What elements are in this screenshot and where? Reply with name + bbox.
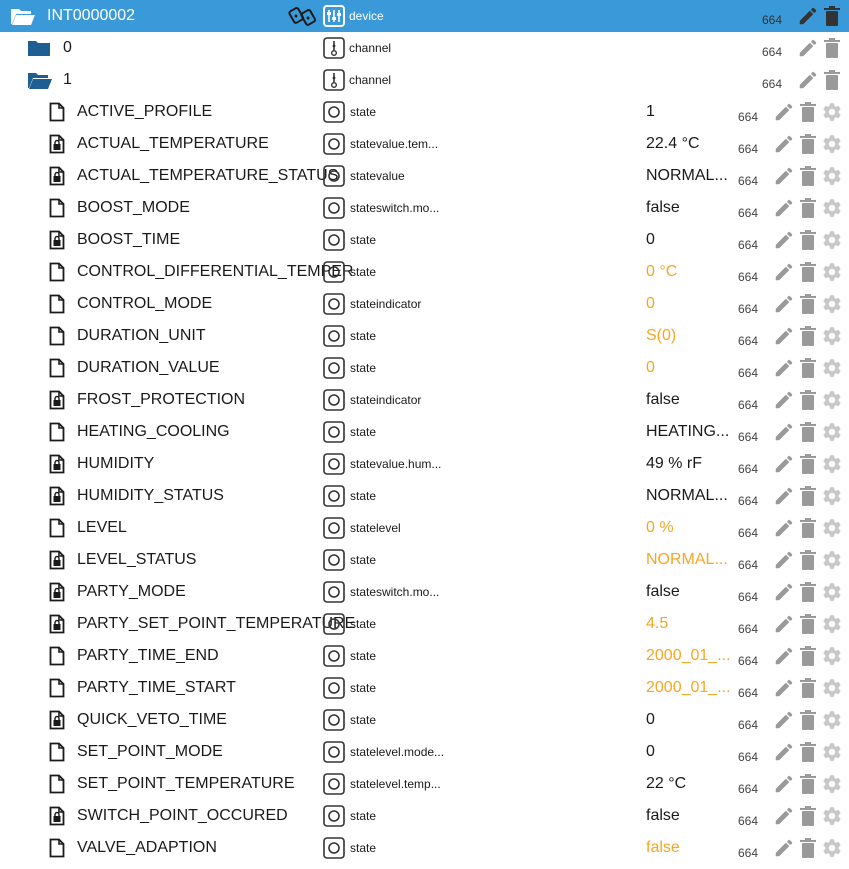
- delete-icon[interactable]: [799, 384, 817, 416]
- channel-name[interactable]: 1: [63, 71, 72, 88]
- file-lock-icon: [49, 576, 65, 608]
- state-acl: 664: [738, 590, 759, 604]
- channel-role-icon: [323, 32, 345, 64]
- state-row[interactable]: [0, 576, 849, 608]
- state-name[interactable]: SWITCH_POINT_OCCURED: [77, 807, 288, 824]
- settings-gear-icon[interactable]: [821, 768, 843, 800]
- delete-icon[interactable]: [799, 768, 817, 800]
- channel-acl: 664: [762, 77, 783, 91]
- state-name[interactable]: HEATING_COOLING: [77, 423, 230, 440]
- state-row[interactable]: [0, 384, 849, 416]
- state-row[interactable]: [0, 448, 849, 480]
- state-role: state: [350, 617, 377, 631]
- edit-icon[interactable]: [773, 128, 795, 160]
- state-row[interactable]: [0, 416, 849, 448]
- state-value[interactable]: false: [646, 391, 680, 408]
- state-acl: 664: [738, 334, 759, 348]
- state-row[interactable]: [0, 288, 849, 320]
- state-row[interactable]: [0, 768, 849, 800]
- state-role-icon: [323, 640, 345, 672]
- delete-icon[interactable]: [799, 416, 817, 448]
- state-row[interactable]: [0, 672, 849, 704]
- edit-icon[interactable]: [797, 64, 819, 96]
- device-role: device: [349, 9, 384, 23]
- state-role-icon: [323, 768, 345, 800]
- file-lock-icon: [49, 800, 65, 832]
- state-acl: 664: [738, 430, 759, 444]
- edit-icon[interactable]: [773, 736, 795, 768]
- edit-icon[interactable]: [797, 0, 819, 32]
- state-name[interactable]: DURATION_VALUE: [77, 359, 220, 376]
- settings-gear-icon[interactable]: [821, 672, 843, 704]
- settings-gear-icon[interactable]: [821, 128, 843, 160]
- state-acl: 664: [738, 110, 759, 124]
- delete-icon[interactable]: [799, 128, 817, 160]
- delete-icon[interactable]: [823, 64, 841, 96]
- settings-gear-icon[interactable]: [821, 640, 843, 672]
- delete-icon[interactable]: [799, 480, 817, 512]
- edit-icon[interactable]: [773, 192, 795, 224]
- state-role-icon: [323, 256, 345, 288]
- delete-icon[interactable]: [799, 192, 817, 224]
- edit-icon[interactable]: [773, 544, 795, 576]
- state-role: state: [350, 649, 377, 663]
- file-lock-icon: [49, 704, 65, 736]
- state-role-icon: [323, 832, 345, 864]
- state-role: statelevel.mode...: [350, 745, 445, 759]
- file-lock-icon: [49, 544, 65, 576]
- state-acl: 664: [738, 526, 759, 540]
- state-role-icon: [323, 512, 345, 544]
- state-acl: 664: [738, 686, 759, 700]
- state-role-icon: [323, 224, 345, 256]
- delete-icon[interactable]: [799, 448, 817, 480]
- state-role: state: [350, 329, 377, 343]
- state-acl: 664: [738, 366, 759, 380]
- state-role-icon: [323, 576, 345, 608]
- edit-icon[interactable]: [773, 672, 795, 704]
- delete-icon[interactable]: [823, 0, 841, 32]
- state-name[interactable]: DURATION_UNIT: [77, 327, 206, 344]
- edit-icon[interactable]: [773, 480, 795, 512]
- file-lock-icon: [49, 384, 65, 416]
- state-name[interactable]: PARTY_TIME_END: [77, 647, 219, 664]
- delete-icon[interactable]: [823, 32, 841, 64]
- state-value[interactable]: NORMAL...: [646, 487, 728, 504]
- state-name[interactable]: SET_POINT_MODE: [77, 743, 223, 760]
- state-role-icon: [323, 736, 345, 768]
- state-role: state: [350, 425, 377, 439]
- edit-icon[interactable]: [773, 768, 795, 800]
- file-icon: [49, 768, 65, 800]
- delete-icon[interactable]: [799, 160, 817, 192]
- edit-icon[interactable]: [773, 288, 795, 320]
- file-lock-icon: [49, 448, 65, 480]
- state-role-icon: [323, 672, 345, 704]
- device-name[interactable]: INT0000002: [47, 7, 136, 24]
- delete-icon[interactable]: [799, 576, 817, 608]
- edit-icon[interactable]: [773, 384, 795, 416]
- settings-gear-icon[interactable]: [821, 256, 843, 288]
- file-lock-icon: [49, 128, 65, 160]
- state-role: statevalue.tem...: [350, 137, 439, 151]
- state-acl: 664: [738, 302, 759, 316]
- state-name[interactable]: ACTIVE_PROFILE: [77, 103, 213, 120]
- state-value[interactable]: 0: [646, 711, 655, 728]
- state-name[interactable]: HUMIDITY_STATUS: [77, 487, 224, 504]
- file-icon: [49, 416, 65, 448]
- delete-icon[interactable]: [799, 640, 817, 672]
- state-name[interactable]: BOOST_TIME: [77, 231, 181, 248]
- state-role: stateindicator: [350, 393, 422, 407]
- state-acl: 664: [738, 782, 759, 796]
- settings-gear-icon[interactable]: [821, 384, 843, 416]
- device-row[interactable]: [0, 0, 849, 32]
- state-role: statevalue: [350, 169, 405, 183]
- delete-icon[interactable]: [799, 800, 817, 832]
- channel-acl: 664: [762, 45, 783, 59]
- state-role-icon: [323, 384, 345, 416]
- folder-open-icon[interactable]: [27, 64, 53, 96]
- state-role: stateswitch.mo...: [350, 201, 440, 215]
- state-role: stateswitch.mo...: [350, 585, 440, 599]
- state-role-icon: [323, 352, 345, 384]
- settings-gear-icon[interactable]: [821, 544, 843, 576]
- edit-icon[interactable]: [797, 32, 819, 64]
- state-acl: 664: [738, 558, 759, 572]
- state-role: statelevel.temp...: [350, 777, 441, 791]
- folder-closed-icon[interactable]: [27, 32, 51, 64]
- file-icon: [49, 352, 65, 384]
- state-name[interactable]: FROST_PROTECTION: [77, 391, 246, 408]
- state-role: state: [350, 361, 377, 375]
- state-value[interactable]: NORMAL...: [646, 167, 728, 184]
- settings-gear-icon[interactable]: [821, 512, 843, 544]
- file-icon: [49, 192, 65, 224]
- state-acl: 664: [738, 270, 759, 284]
- edit-icon[interactable]: [773, 800, 795, 832]
- state-name[interactable]: ACTUAL_TEMPERATURE: [77, 135, 269, 152]
- state-name[interactable]: PARTY_TIME_START: [77, 679, 236, 696]
- settings-gear-icon[interactable]: [821, 96, 843, 128]
- file-icon: [49, 320, 65, 352]
- state-acl: 664: [738, 238, 759, 252]
- state-value[interactable]: 22.4 °C: [646, 135, 700, 152]
- settings-gear-icon[interactable]: [821, 800, 843, 832]
- state-value[interactable]: 0 %: [646, 519, 674, 536]
- edit-icon[interactable]: [773, 320, 795, 352]
- delete-icon[interactable]: [799, 736, 817, 768]
- state-acl: 664: [738, 142, 759, 156]
- file-lock-icon: [49, 160, 65, 192]
- state-row[interactable]: [0, 704, 849, 736]
- device-icon: [289, 0, 319, 32]
- file-icon: [49, 288, 65, 320]
- file-icon: [49, 832, 65, 864]
- state-role-icon: [323, 448, 345, 480]
- file-icon: [49, 640, 65, 672]
- delete-icon[interactable]: [799, 608, 817, 640]
- settings-gear-icon[interactable]: [821, 416, 843, 448]
- state-value[interactable]: HEATING...: [646, 423, 730, 440]
- state-value[interactable]: false: [646, 807, 680, 824]
- edit-icon[interactable]: [773, 832, 795, 864]
- edit-icon[interactable]: [773, 512, 795, 544]
- state-value[interactable]: 22 °C: [646, 775, 687, 792]
- state-row[interactable]: [0, 512, 849, 544]
- state-acl: 664: [738, 814, 759, 828]
- delete-icon[interactable]: [799, 544, 817, 576]
- state-name[interactable]: ACTUAL_TEMPERATURE_STATUS: [77, 167, 339, 184]
- state-role-icon: [323, 800, 345, 832]
- channel-row[interactable]: [0, 32, 849, 64]
- edit-icon[interactable]: [773, 640, 795, 672]
- delete-icon[interactable]: [799, 256, 817, 288]
- edit-icon[interactable]: [773, 96, 795, 128]
- state-role-icon: [323, 96, 345, 128]
- state-role-icon: [323, 544, 345, 576]
- state-name[interactable]: LEVEL_STATUS: [77, 551, 197, 568]
- channel-role: channel: [349, 41, 392, 55]
- edit-icon[interactable]: [773, 608, 795, 640]
- edit-icon[interactable]: [773, 352, 795, 384]
- state-role-icon: [323, 192, 345, 224]
- state-row[interactable]: [0, 832, 849, 864]
- delete-icon[interactable]: [799, 352, 817, 384]
- state-role: state: [350, 233, 377, 247]
- settings-gear-icon[interactable]: [821, 576, 843, 608]
- state-row[interactable]: [0, 256, 849, 288]
- state-row[interactable]: [0, 352, 849, 384]
- state-acl: 664: [738, 174, 759, 188]
- state-role: state: [350, 809, 377, 823]
- settings-gear-icon[interactable]: [821, 224, 843, 256]
- state-acl: 664: [738, 494, 759, 508]
- state-acl: 664: [738, 750, 759, 764]
- state-row[interactable]: [0, 224, 849, 256]
- settings-gear-icon[interactable]: [821, 608, 843, 640]
- file-icon: [49, 672, 65, 704]
- edit-icon[interactable]: [773, 224, 795, 256]
- device-acl: 664: [762, 13, 783, 27]
- state-role-icon: [323, 160, 345, 192]
- state-role: state: [350, 841, 377, 855]
- channel-role-icon: [323, 64, 345, 96]
- state-name[interactable]: HUMIDITY: [77, 455, 155, 472]
- state-name[interactable]: SET_POINT_TEMPERATURE: [77, 775, 295, 792]
- state-acl: 664: [738, 718, 759, 732]
- state-value[interactable]: 1: [646, 103, 655, 120]
- state-role-icon: [323, 416, 345, 448]
- state-name[interactable]: CONTROL_DIFFERENTIAL_TEMPER: [77, 263, 354, 280]
- state-row[interactable]: [0, 640, 849, 672]
- edit-icon[interactable]: [773, 448, 795, 480]
- state-name[interactable]: PARTY_MODE: [77, 583, 186, 600]
- state-row[interactable]: [0, 160, 849, 192]
- state-value[interactable]: false: [646, 583, 680, 600]
- edit-icon[interactable]: [773, 256, 795, 288]
- settings-gear-icon[interactable]: [821, 704, 843, 736]
- settings-gear-icon[interactable]: [821, 736, 843, 768]
- state-name[interactable]: QUICK_VETO_TIME: [77, 711, 227, 728]
- state-name[interactable]: CONTROL_MODE: [77, 295, 213, 312]
- state-acl: 664: [738, 398, 759, 412]
- delete-icon[interactable]: [799, 96, 817, 128]
- state-acl: 664: [738, 462, 759, 476]
- state-role: state: [350, 553, 377, 567]
- state-role-icon: [323, 320, 345, 352]
- delete-icon[interactable]: [799, 288, 817, 320]
- settings-gear-icon[interactable]: [821, 352, 843, 384]
- state-acl: 664: [738, 846, 759, 860]
- state-row[interactable]: [0, 320, 849, 352]
- file-lock-icon: [49, 608, 65, 640]
- state-value[interactable]: false: [646, 199, 680, 216]
- channel-name[interactable]: 0: [63, 39, 72, 56]
- settings-gear-icon[interactable]: [821, 832, 843, 864]
- state-value[interactable]: S(0): [646, 327, 677, 344]
- state-name[interactable]: BOOST_MODE: [77, 199, 190, 216]
- state-value[interactable]: 49 % rF: [646, 455, 703, 472]
- state-value[interactable]: false: [646, 839, 680, 856]
- state-role: state: [350, 713, 377, 727]
- state-role: state: [350, 681, 377, 695]
- edit-icon[interactable]: [773, 576, 795, 608]
- delete-icon[interactable]: [799, 704, 817, 736]
- state-acl: 664: [738, 206, 759, 220]
- state-row[interactable]: [0, 608, 849, 640]
- folder-open-icon[interactable]: [10, 0, 36, 32]
- state-value[interactable]: 2000_01_...: [646, 679, 731, 696]
- state-role-icon: [323, 288, 345, 320]
- state-value[interactable]: 0: [646, 231, 655, 248]
- settings-gear-icon[interactable]: [821, 192, 843, 224]
- state-name[interactable]: VALVE_ADAPTION: [77, 839, 217, 856]
- edit-icon[interactable]: [773, 704, 795, 736]
- state-role: statelevel: [350, 521, 401, 535]
- state-acl: 664: [738, 622, 759, 636]
- state-role: stateindicator: [350, 297, 422, 311]
- file-icon: [49, 736, 65, 768]
- delete-icon[interactable]: [799, 832, 817, 864]
- state-value[interactable]: 0: [646, 743, 655, 760]
- device-role-icon: [323, 0, 345, 32]
- state-value[interactable]: 2000_01_...: [646, 647, 731, 664]
- settings-gear-icon[interactable]: [821, 480, 843, 512]
- state-role-icon: [323, 608, 345, 640]
- state-role-icon: [323, 704, 345, 736]
- state-row[interactable]: [0, 736, 849, 768]
- edit-icon[interactable]: [773, 160, 795, 192]
- edit-icon[interactable]: [773, 416, 795, 448]
- state-row[interactable]: [0, 800, 849, 832]
- file-icon: [49, 512, 65, 544]
- file-icon: [49, 96, 65, 128]
- state-name[interactable]: PARTY_SET_POINT_TEMPERATURE: [77, 615, 356, 632]
- state-role-icon: [323, 128, 345, 160]
- state-row[interactable]: [0, 96, 849, 128]
- state-role: state: [350, 265, 377, 279]
- state-row[interactable]: [0, 480, 849, 512]
- delete-icon[interactable]: [799, 224, 817, 256]
- settings-gear-icon[interactable]: [821, 288, 843, 320]
- state-row[interactable]: [0, 128, 849, 160]
- state-value[interactable]: NORMAL...: [646, 551, 728, 568]
- state-role: statevalue.hum...: [350, 457, 442, 471]
- state-row[interactable]: [0, 192, 849, 224]
- delete-icon[interactable]: [799, 672, 817, 704]
- state-name[interactable]: LEVEL: [77, 519, 127, 536]
- delete-icon[interactable]: [799, 512, 817, 544]
- channel-row[interactable]: [0, 64, 849, 96]
- state-role: state: [350, 105, 377, 119]
- settings-gear-icon[interactable]: [821, 320, 843, 352]
- state-value[interactable]: 0: [646, 295, 655, 312]
- state-role: state: [350, 489, 377, 503]
- delete-icon[interactable]: [799, 320, 817, 352]
- state-value[interactable]: 4.5: [646, 615, 669, 632]
- state-role-icon: [323, 480, 345, 512]
- state-row[interactable]: [0, 544, 849, 576]
- state-value[interactable]: 0: [646, 359, 655, 376]
- settings-gear-icon[interactable]: [821, 448, 843, 480]
- file-icon: [49, 256, 65, 288]
- state-value[interactable]: 0 °C: [646, 263, 678, 280]
- state-acl: 664: [738, 654, 759, 668]
- file-lock-icon: [49, 480, 65, 512]
- file-lock-icon: [49, 224, 65, 256]
- settings-gear-icon[interactable]: [821, 160, 843, 192]
- channel-role: channel: [349, 73, 392, 87]
